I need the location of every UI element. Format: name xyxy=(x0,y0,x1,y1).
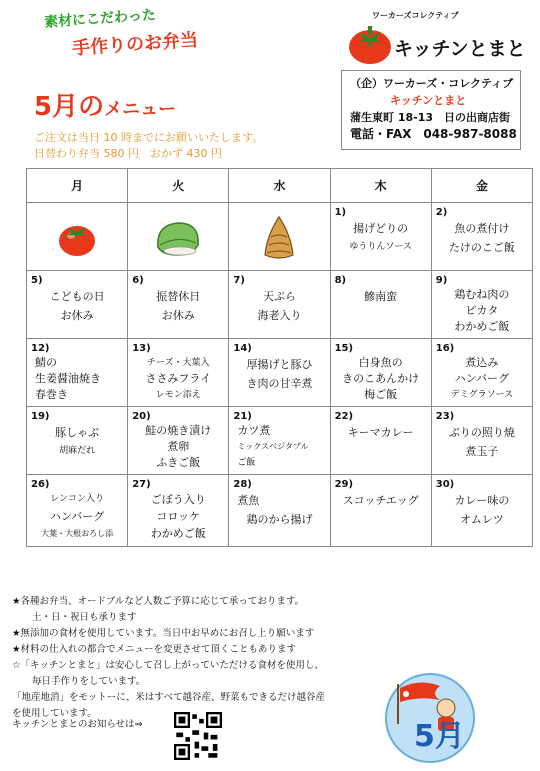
day-number: 1) xyxy=(334,207,347,218)
price-note: 日替わり弁当 580 円 おかず 430 円 xyxy=(34,147,222,160)
day-cell xyxy=(330,407,431,475)
menu-line: お休み xyxy=(60,309,94,322)
menu-line: 鯖の xyxy=(35,356,57,369)
day-number: 21) xyxy=(233,411,252,422)
menu-line: わかめご飯 xyxy=(454,320,510,333)
day-cell xyxy=(128,407,229,475)
day-number: 22) xyxy=(334,411,354,422)
weekday-mon: 月 xyxy=(27,169,128,203)
menu-line: 煮玉子 xyxy=(465,445,499,458)
day-number: 15) xyxy=(334,343,354,354)
day-cell xyxy=(27,407,128,475)
menu-line: 生姜醤油焼き xyxy=(35,372,101,385)
menu-line: 梅ご飯 xyxy=(364,388,398,401)
day-cell xyxy=(330,271,431,339)
title-suffix: メニュー xyxy=(104,99,177,120)
week-row xyxy=(27,339,533,407)
day-number: 12) xyxy=(31,343,50,354)
logo xyxy=(336,6,536,68)
day-number: 27) xyxy=(132,479,151,490)
day-cell xyxy=(330,475,431,547)
menu-line: きのこあんかけ xyxy=(342,372,420,385)
menu-line: オムレツ xyxy=(459,513,504,526)
shop-name: キッチンとまと xyxy=(390,94,467,107)
menu-line: たけのこご飯 xyxy=(448,241,515,254)
day-number: 16) xyxy=(435,343,455,354)
shop-org: （企）ワーカーズ・コレクティブ xyxy=(350,77,514,90)
may-badge-icon xyxy=(380,664,480,764)
menu-line: 魚の煮付け xyxy=(454,222,510,235)
menu-line: コロッケ xyxy=(156,510,201,523)
week-row xyxy=(27,203,533,271)
weekday-thu: 木 xyxy=(330,169,431,203)
week-row xyxy=(27,407,533,475)
day-number: 26) xyxy=(31,479,50,490)
menu-line: デミグラソース xyxy=(450,390,514,400)
day-number: 29) xyxy=(334,479,354,490)
menu-line: 大葉・大根おろし添 xyxy=(41,529,114,538)
tagline-main: 手作りのお弁当 xyxy=(71,29,199,60)
day-number: 23) xyxy=(435,411,455,422)
day-cell xyxy=(128,339,229,407)
shop-tel: 電話・FAX 048-987-8088 xyxy=(350,127,517,141)
day-number: 2) xyxy=(435,207,448,218)
menu-line: わかめご飯 xyxy=(150,527,206,540)
weekday-header-row xyxy=(27,169,533,203)
day-cell xyxy=(128,271,229,339)
logo-name: キッチンとまと xyxy=(394,38,526,60)
menu-line: 天ぷら xyxy=(262,290,296,303)
menu-line: 煮込み xyxy=(465,356,499,369)
day-cell xyxy=(27,475,128,547)
footer-line: ★材料の仕入れの都合でメニューを変更させて頂くこともあります xyxy=(12,644,297,655)
footer-line: ★無添加の食材を使用しています。当日中お早めにお召し上り願います xyxy=(12,628,315,639)
badge-label: 5月 xyxy=(414,719,465,754)
menu-line: 胡麻だれ xyxy=(59,446,96,456)
menu-line: こどもの日 xyxy=(49,290,105,303)
weekday-tue: 火 xyxy=(128,169,229,203)
day-number: 28) xyxy=(233,479,252,490)
menu-line: 鰺南蛮 xyxy=(364,290,398,303)
menu-line: 煮卵 xyxy=(167,440,190,453)
menu-line: ハンバーグ xyxy=(454,372,509,385)
menu-line: チーズ・大葉入 xyxy=(147,358,210,368)
logo-subtitle: ワーカーズコレクティブ xyxy=(372,11,459,20)
footer-line: ☆「キッチンとまと」は安心して召し上がっていただける食材を使用し、 xyxy=(12,660,324,671)
icon-cell xyxy=(27,203,128,271)
footer-line: ★各種お弁当、オードブルなど人数ご予算に応じて承っております。 xyxy=(12,596,305,607)
menu-line: ささみフライ xyxy=(145,372,212,385)
icon-cell xyxy=(128,203,229,271)
day-number: 14) xyxy=(233,343,252,354)
menu-line: レモン添え xyxy=(155,390,201,400)
menu-line: 豚しゃぶ xyxy=(55,426,100,439)
menu-line: 白身魚の xyxy=(358,356,403,369)
menu-line: ミックスベジタブル xyxy=(237,442,309,451)
menu-line: ピカタ xyxy=(465,304,499,317)
qr-code-icon[interactable] xyxy=(174,712,222,760)
day-cell xyxy=(431,407,532,475)
day-cell xyxy=(431,339,532,407)
menu-line: 揚げどりの xyxy=(353,222,409,235)
menu-line: 春巻き xyxy=(35,388,68,401)
day-cell xyxy=(27,339,128,407)
weekday-fri: 金 xyxy=(431,169,532,203)
footer-line: 土・日・祝日も承ります xyxy=(32,612,137,623)
kashiwa-mochi-icon xyxy=(152,217,204,259)
day-cell xyxy=(229,271,330,339)
footer-line: 毎日手作りをしています。 xyxy=(32,676,146,687)
day-cell xyxy=(229,339,330,407)
day-cell xyxy=(330,339,431,407)
bamboo-shoot-icon xyxy=(261,215,297,261)
order-note: ご注文は当日 10 時までにお願いいたします。 xyxy=(34,131,264,144)
menu-line: き肉の甘辛煮 xyxy=(246,377,313,390)
week-row xyxy=(27,475,533,547)
notice-link-text: キッチンとまとのお知らせは⇒ xyxy=(12,719,143,730)
day-number: 13) xyxy=(132,343,151,354)
menu-line: ゆうりんソース xyxy=(349,242,412,252)
menu-line: ふきご飯 xyxy=(156,456,201,469)
day-number: 9) xyxy=(435,275,448,286)
day-number: 5) xyxy=(31,275,43,286)
footer-line: を使用しています。 xyxy=(12,708,97,719)
day-cell xyxy=(128,475,229,547)
title-month: 5月の xyxy=(34,92,105,122)
menu-line: ぶりの照り焼 xyxy=(448,426,515,439)
menu-line: 振替休日 xyxy=(156,290,201,303)
menu-line: ご飯 xyxy=(237,458,256,468)
menu-line: 鶏のから揚げ xyxy=(246,513,313,526)
day-cell xyxy=(27,271,128,339)
menu-line: 厚揚げと豚ひ xyxy=(246,358,313,371)
day-number: 7) xyxy=(233,275,245,286)
menu-calendar xyxy=(26,168,533,547)
day-cell xyxy=(330,203,431,271)
week-row xyxy=(27,271,533,339)
menu-line: ごぼう入り xyxy=(150,493,206,506)
menu-line: レンコン入り xyxy=(50,494,104,504)
menu-line: 海老入り xyxy=(257,309,302,322)
menu-line: ハンバーグ xyxy=(49,510,105,523)
logo-tomato-icon xyxy=(346,20,394,66)
day-cell xyxy=(431,475,532,547)
menu-line: お休み xyxy=(161,309,195,322)
menu-line: スコッチエッグ xyxy=(342,494,419,507)
day-number: 6) xyxy=(132,275,144,286)
tagline-top: 素材にこだわった xyxy=(43,7,157,31)
page-title xyxy=(34,86,176,123)
footer-line: 「地産地消」をモットーに、米はすべて越谷産、野菜もできるだけ越谷産 xyxy=(12,692,326,703)
day-cell xyxy=(229,407,330,475)
day-number: 30) xyxy=(435,479,455,490)
menu-line: キーマカレー xyxy=(347,426,414,439)
day-cell xyxy=(431,271,532,339)
menu-line: カツ煮 xyxy=(237,424,271,437)
weekday-wed: 水 xyxy=(229,169,330,203)
day-number: 8) xyxy=(334,275,347,286)
footer-notes xyxy=(12,594,382,722)
shop-info-box xyxy=(341,70,521,150)
day-number: 20) xyxy=(132,411,151,422)
menu-line: カレー味の xyxy=(454,494,510,507)
day-number: 19) xyxy=(31,411,50,422)
menu-line: 煮魚 xyxy=(237,494,260,507)
day-cell xyxy=(229,475,330,547)
tomato-icon xyxy=(56,217,98,259)
day-cell xyxy=(431,203,532,271)
menu-line: 鮭の焼き漬け xyxy=(145,424,212,437)
menu-line: 鶏むね肉の xyxy=(454,288,510,301)
shop-address: 蒲生東町 18-13 日の出商店街 xyxy=(350,111,511,124)
icon-cell xyxy=(229,203,330,271)
